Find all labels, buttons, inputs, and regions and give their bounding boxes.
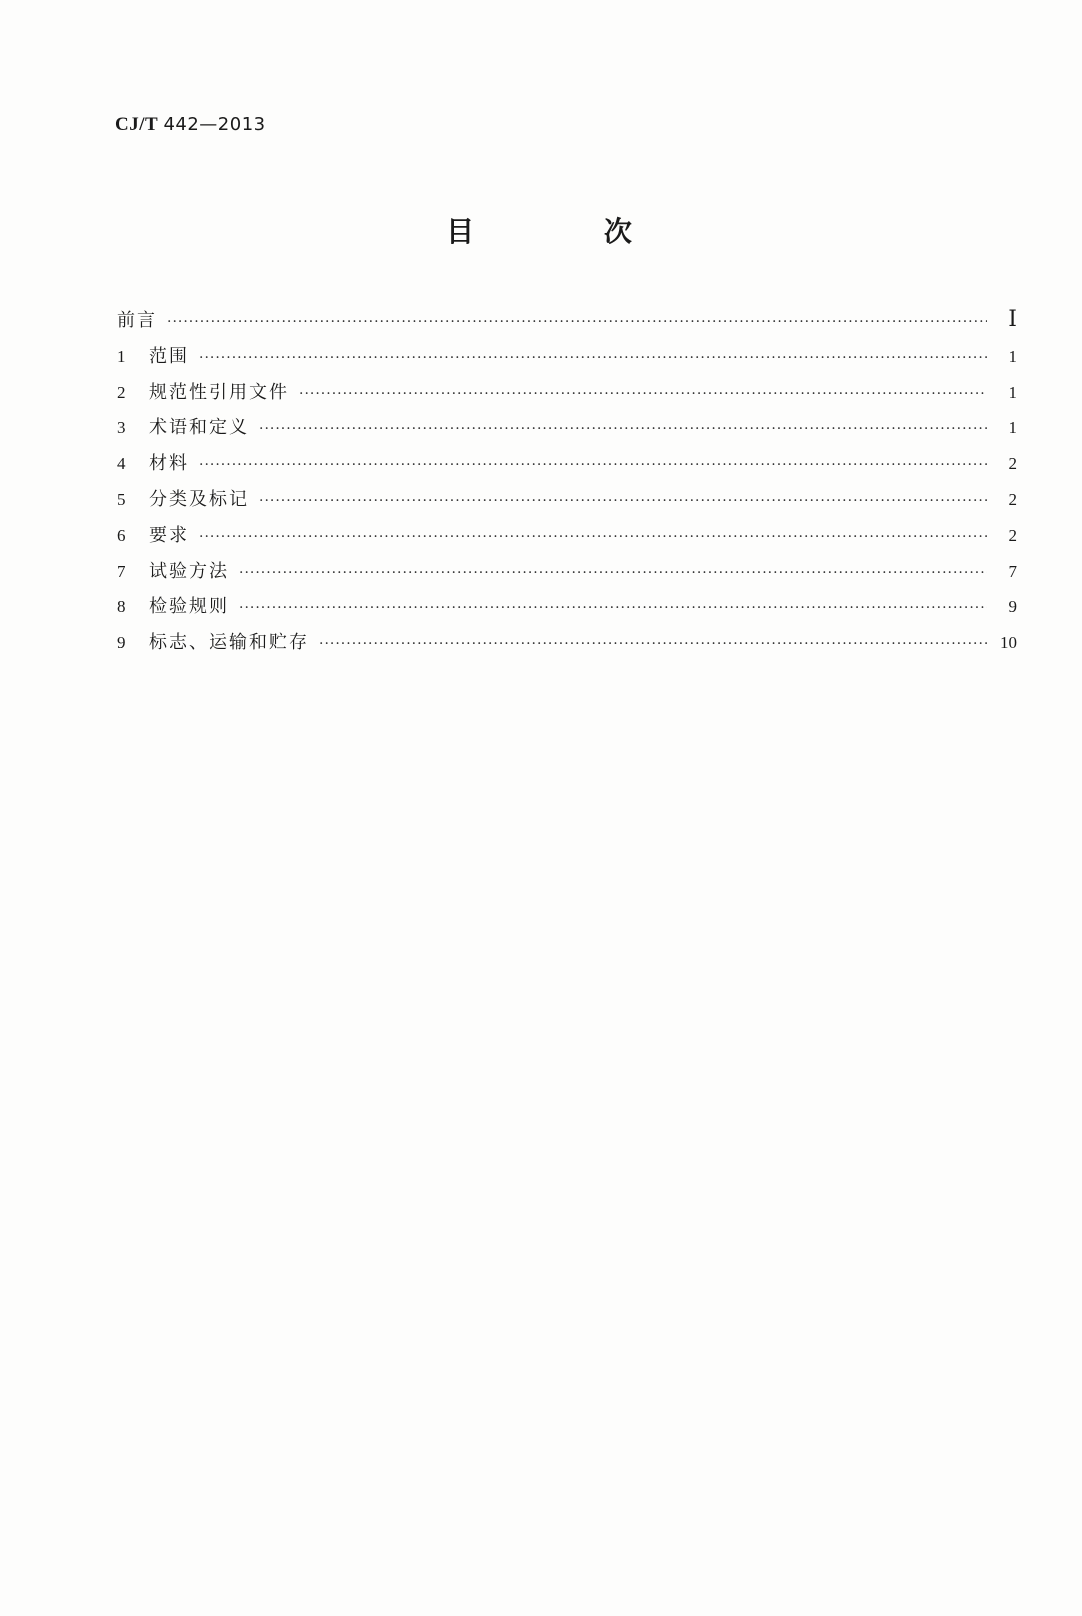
toc-entry-7[interactable] — [117, 557, 1017, 593]
toc-entry-page: 2 — [1008, 489, 1017, 509]
toc-entry-page: 9 — [1008, 597, 1017, 617]
toc-entry-number: 4 — [117, 454, 126, 474]
toc-entry-number: 9 — [117, 633, 126, 653]
toc-title: 目 次 — [446, 215, 692, 248]
toc-entry-5[interactable] — [117, 485, 1017, 521]
standard-number: 442—2013 — [163, 114, 266, 135]
standard-code — [115, 114, 266, 136]
toc-entry-foreword[interactable] — [117, 306, 1017, 342]
toc-entry-label: 试验方法 — [149, 560, 229, 582]
toc-entry-label: 分类及标记 — [149, 488, 249, 510]
table-of-contents — [117, 306, 1017, 664]
toc-entry-label: 标志、运输和贮存 — [149, 632, 309, 654]
toc-leader — [299, 386, 987, 402]
toc-entry-label: 术语和定义 — [149, 417, 249, 439]
toc-entry-label: 要求 — [149, 524, 189, 546]
toc-entry-page: 10 — [1000, 633, 1017, 653]
toc-entry-page: 1 — [1008, 382, 1017, 402]
toc-entry-page: 1 — [1008, 346, 1017, 366]
toc-entry-label: 规范性引用文件 — [149, 381, 289, 403]
toc-entry-9[interactable] — [117, 628, 1017, 664]
toc-entry-8[interactable] — [117, 592, 1017, 628]
toc-entry-page: 1 — [1008, 418, 1017, 438]
toc-entry-label: 材料 — [149, 453, 189, 475]
toc-entry-number: 5 — [117, 489, 126, 509]
toc-leader — [167, 314, 987, 330]
toc-entry-6[interactable] — [117, 521, 1017, 557]
toc-leader — [199, 529, 987, 545]
toc-leader — [319, 636, 987, 652]
toc-entry-number: 7 — [117, 561, 126, 581]
toc-entry-number: 8 — [117, 597, 126, 617]
toc-leader — [199, 457, 987, 473]
toc-entry-3[interactable] — [117, 413, 1017, 449]
toc-entry-page: 7 — [1008, 561, 1017, 581]
toc-entry-4[interactable] — [117, 449, 1017, 485]
toc-entry-2[interactable] — [117, 378, 1017, 414]
toc-entry-1[interactable] — [117, 342, 1017, 378]
toc-entry-page: Ⅰ — [1008, 306, 1017, 331]
toc-entry-page: 2 — [1008, 454, 1017, 474]
toc-entry-label: 前言 — [117, 310, 157, 331]
toc-leader — [259, 493, 987, 509]
toc-entry-number: 3 — [117, 418, 126, 438]
toc-entry-label: 检验规则 — [149, 596, 229, 618]
toc-leader — [199, 350, 987, 366]
toc-entry-number: 1 — [117, 346, 126, 366]
toc-leader — [259, 421, 987, 437]
toc-entry-number: 6 — [117, 525, 126, 545]
toc-leader — [239, 565, 987, 581]
standard-prefix: CJ/T — [115, 114, 159, 135]
toc-leader — [239, 600, 987, 616]
toc-entry-page: 2 — [1008, 525, 1017, 545]
toc-entry-label: 范围 — [149, 345, 189, 367]
toc-entry-number: 2 — [117, 382, 126, 402]
